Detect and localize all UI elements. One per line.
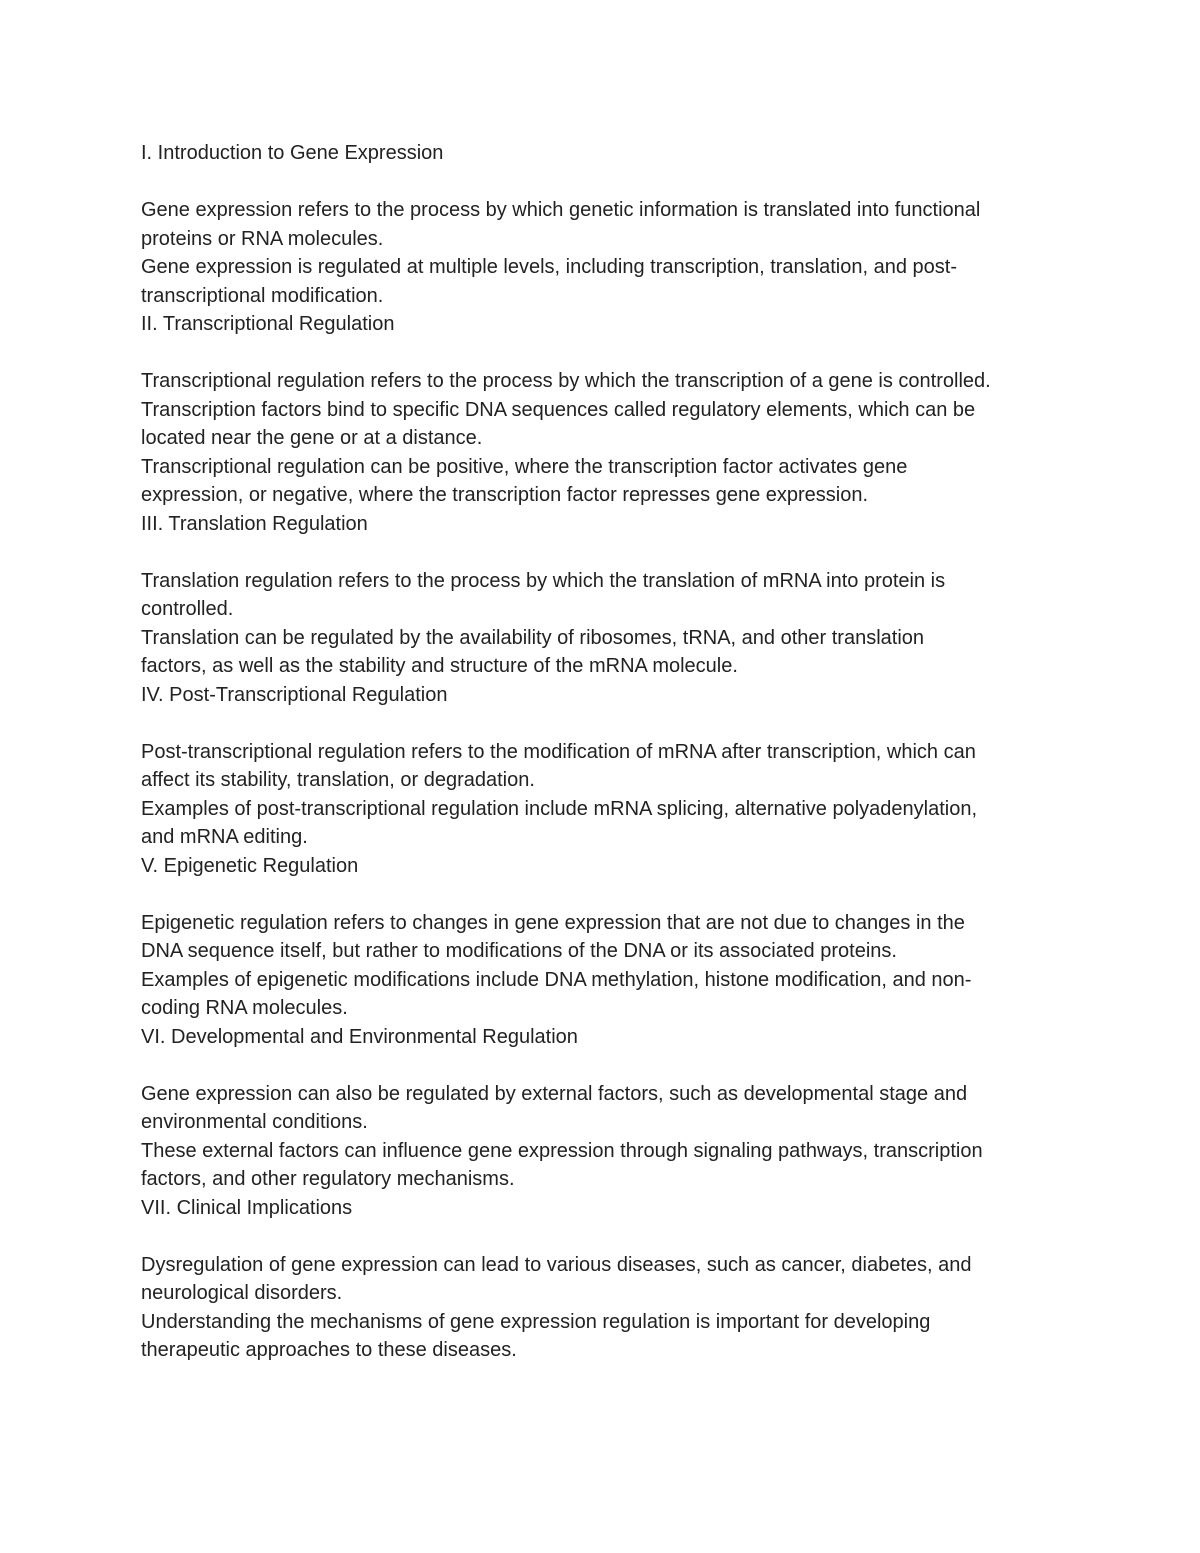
- paragraph: [141, 624, 1066, 681]
- paragraph-line: These external factors can influence gene expression through signaling pathways, transcription: [141, 1139, 983, 1162]
- paragraph-line: Post-transcriptional regulation refers to the modification of mRNA after transcription, which can: [141, 740, 976, 763]
- paragraph-line: Understanding the mechanisms of gene expression regulation is important for developing: [141, 1310, 931, 1333]
- paragraph-line: neurological disorders.: [141, 1282, 343, 1304]
- paragraph-line: Gene expression can also be regulated by external factors, such as developmental stage and: [141, 1082, 968, 1105]
- paragraph-line: controlled.: [141, 598, 234, 620]
- paragraph: [141, 909, 1066, 966]
- section-heading: V. Epigenetic Regulation: [141, 854, 359, 877]
- paragraph-line: Gene expression is regulated at multiple levels, including transcription, translation, and post-: [141, 256, 957, 278]
- paragraph-line: Translation can be regulated by the availability of ribosomes, tRNA, and other translation: [141, 626, 925, 649]
- paragraph-line: proteins or RNA molecules.: [141, 227, 384, 250]
- section-heading: III. Translation Regulation: [141, 512, 368, 535]
- paragraph-line: coding RNA molecules.: [141, 997, 348, 1019]
- paragraph-line: factors, as well as the stability and structure of the mRNA molecule.: [141, 655, 738, 677]
- section-heading: I. Introduction to Gene Expression: [141, 142, 444, 164]
- blank-line: [141, 709, 1066, 738]
- blank-line: [141, 880, 1066, 909]
- paragraph-line: Examples of epigenetic modifications include DNA methylation, histone modification, and non-: [141, 968, 972, 991]
- paragraph: [141, 396, 1066, 453]
- paragraph-line: located near the gene or at a distance.: [141, 427, 483, 449]
- blank-line: [141, 538, 1066, 567]
- paragraph: [141, 1080, 1066, 1137]
- blank-line: [141, 1051, 1066, 1080]
- paragraph-line: Epigenetic regulation refers to changes in gene expression that are not due to changes in the: [141, 911, 965, 934]
- paragraph-line: Transcriptional regulation refers to the process by which the transcription of a gene is controlled.: [141, 370, 991, 392]
- paragraph-line: and mRNA editing.: [141, 826, 308, 848]
- paragraph-line: expression, or negative, where the transcription factor represses gene expression.: [141, 484, 869, 506]
- paragraph: [141, 453, 1066, 510]
- blank-line: [141, 168, 1066, 197]
- section-heading: II. Transcriptional Regulation: [141, 313, 395, 335]
- paragraph: [141, 966, 1066, 1023]
- paragraph-line: Translation regulation refers to the process by which the translation of mRNA into protein is: [141, 569, 946, 592]
- paragraph: [141, 567, 1066, 624]
- paragraph-line: Dysregulation of gene expression can lead to various diseases, such as cancer, diabetes, and: [141, 1253, 972, 1276]
- paragraph-line: therapeutic approaches to these diseases.: [141, 1339, 517, 1361]
- paragraph-line: Gene expression refers to the process by which genetic information is translated into functional: [141, 199, 981, 221]
- paragraph-line: factors, and other regulatory mechanisms.: [141, 1168, 515, 1190]
- paragraph-line: Transcription factors bind to specific DNA sequences called regulatory elements, which can be: [141, 398, 976, 421]
- paragraph-line: Transcriptional regulation can be positive, where the transcription factor activates gene: [141, 455, 908, 478]
- paragraph-line: DNA sequence itself, but rather to modifications of the DNA or its associated proteins.: [141, 940, 897, 962]
- paragraph: [141, 1251, 1066, 1308]
- paragraph: [141, 1137, 1066, 1194]
- paragraph: [141, 367, 1066, 396]
- paragraph: [141, 196, 1066, 253]
- blank-line: [141, 339, 1066, 368]
- paragraph-line: affect its stability, translation, or degradation.: [141, 769, 535, 791]
- paragraph: [141, 795, 1066, 852]
- section-heading: VI. Developmental and Environmental Regulation: [141, 1025, 578, 1048]
- section-heading: IV. Post-Transcriptional Regulation: [141, 683, 448, 706]
- document-page: [141, 139, 1066, 1365]
- paragraph-line: Examples of post-transcriptional regulation include mRNA splicing, alternative polyadenylation,: [141, 797, 977, 820]
- paragraph: [141, 253, 1066, 310]
- paragraph: [141, 738, 1066, 795]
- paragraph-line: environmental conditions.: [141, 1111, 368, 1133]
- section-heading: VII. Clinical Implications: [141, 1196, 353, 1219]
- paragraph-line: transcriptional modification.: [141, 284, 384, 307]
- blank-line: [141, 1222, 1066, 1251]
- paragraph: [141, 1308, 1066, 1365]
